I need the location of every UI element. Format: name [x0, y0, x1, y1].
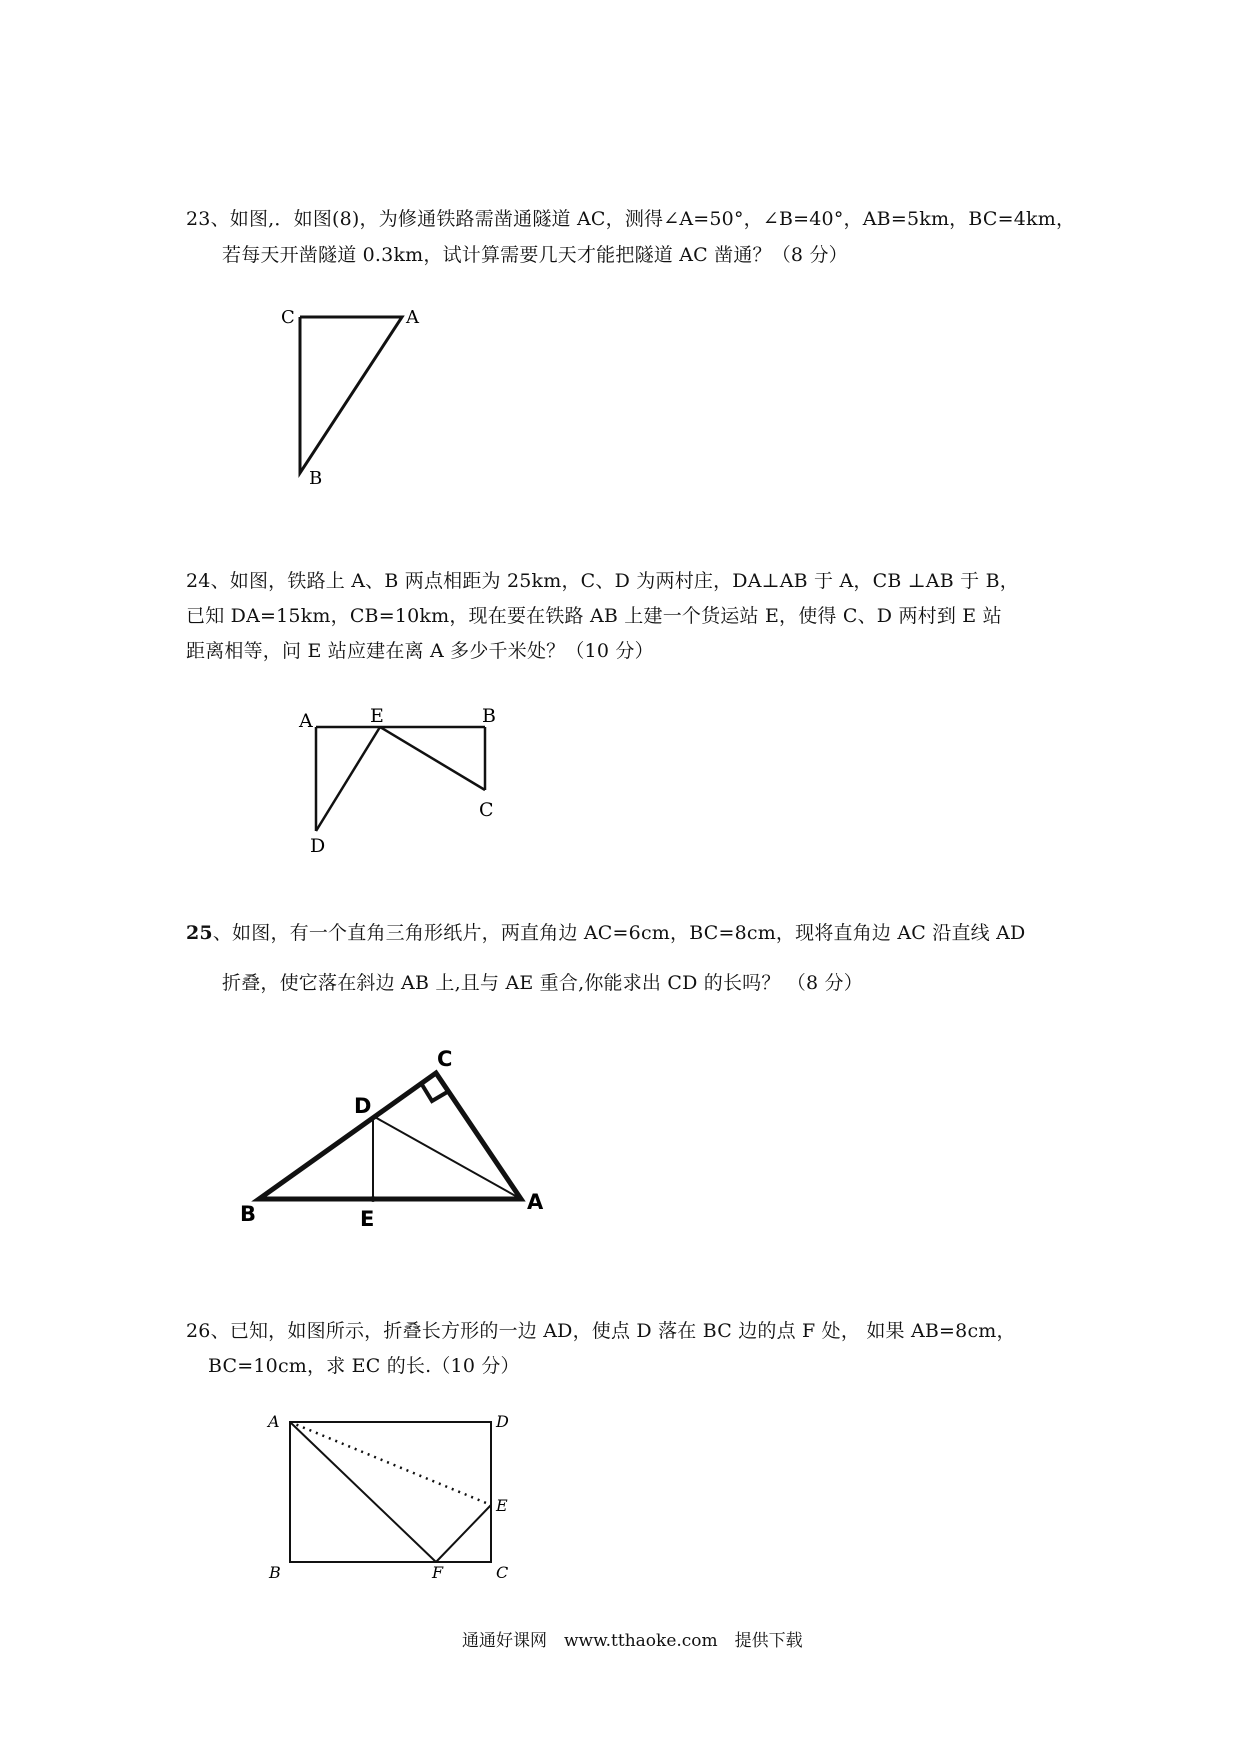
- q24-label-a: A: [299, 710, 313, 732]
- q24-segment-de: [316, 727, 380, 831]
- q26-segment-af: [290, 1422, 436, 1562]
- page-footer: 通通好课网 www.tthaoke.com 提供下载: [462, 1631, 803, 1651]
- q25-label-c: C: [437, 1047, 453, 1071]
- q25-label-a: A: [527, 1190, 544, 1214]
- q26-line-1: 26、已知，如图所示，折叠长方形的一边 AD，使点 D 落在 BC 边的点 F 处， 如果 AB=8cm，: [186, 1320, 1016, 1342]
- q25-segment-da: [373, 1116, 521, 1199]
- q25-number: 25: [186, 922, 213, 944]
- q23-label-a: A: [406, 307, 419, 328]
- q26-label-a: A: [268, 1412, 280, 1431]
- q26-label-b: B: [269, 1563, 281, 1582]
- q24-label-e: E: [370, 705, 384, 727]
- q24-line-2: 已知 DA=15km，CB=10km，现在要在铁路 AB 上建一个货运站 E，使得 C、D 两村到 E 站: [186, 605, 1002, 627]
- q25-label-e: E: [360, 1207, 375, 1231]
- q23-line-2: 若每天开凿隧道 0.3km，试计算需要几天才能把隧道 AC 凿通？（8 分）: [222, 244, 848, 266]
- q23-triangle: [300, 317, 402, 473]
- q25-line-1: [186, 918, 1025, 945]
- q23-line-1: 23、如图,．如图(8)，为修通铁路需凿通隧道 AC，测得∠A=50°，∠B=40°，AB=5km，BC=4km，: [186, 208, 1076, 230]
- q25-point-e: [370, 1196, 376, 1202]
- q24-line-1: 24、如图，铁路上 A、B 两点相距为 25km，C、D 为两村庄，DA⊥AB 于 A，CB ⊥AB 于 B，: [186, 570, 1019, 592]
- q26-label-e: E: [496, 1496, 508, 1515]
- q26-rectangle-abcd: [290, 1422, 491, 1562]
- q24-label-b: B: [482, 705, 496, 727]
- q24-line-3: 距离相等，问 E 站应建在离 A 多少千米处？（10 分）: [186, 640, 654, 662]
- q25-triangle-abc: [259, 1073, 521, 1199]
- q25-line-2: 折叠，使它落在斜边 AB 上,且与 AE 重合,你能求出 CD 的长吗？ （8 分）: [222, 972, 863, 994]
- q26-line-2: BC=10cm，求 EC 的长.（10 分）: [208, 1355, 520, 1377]
- q25-label-d: D: [354, 1094, 372, 1118]
- q25-line-1-text: 、如图，有一个直角三角形纸片，两直角边 AC=6cm，BC=8cm，现将直角边 AC 沿直线 AD: [212, 922, 1026, 944]
- q25-right-angle-mark: [421, 1083, 449, 1101]
- q23-label-b: B: [309, 468, 323, 489]
- q26-segment-ae-dotted: [290, 1422, 491, 1505]
- q24-label-c: C: [479, 799, 494, 821]
- q26-label-c: C: [496, 1563, 509, 1582]
- q24-label-d: D: [310, 835, 326, 857]
- q25-label-b: B: [240, 1202, 257, 1226]
- q24-segment-ec: [380, 727, 485, 790]
- q26-segment-fe: [436, 1505, 491, 1562]
- q26-label-f: F: [432, 1563, 444, 1582]
- q23-label-c: C: [281, 307, 295, 328]
- q26-label-d: D: [496, 1412, 509, 1431]
